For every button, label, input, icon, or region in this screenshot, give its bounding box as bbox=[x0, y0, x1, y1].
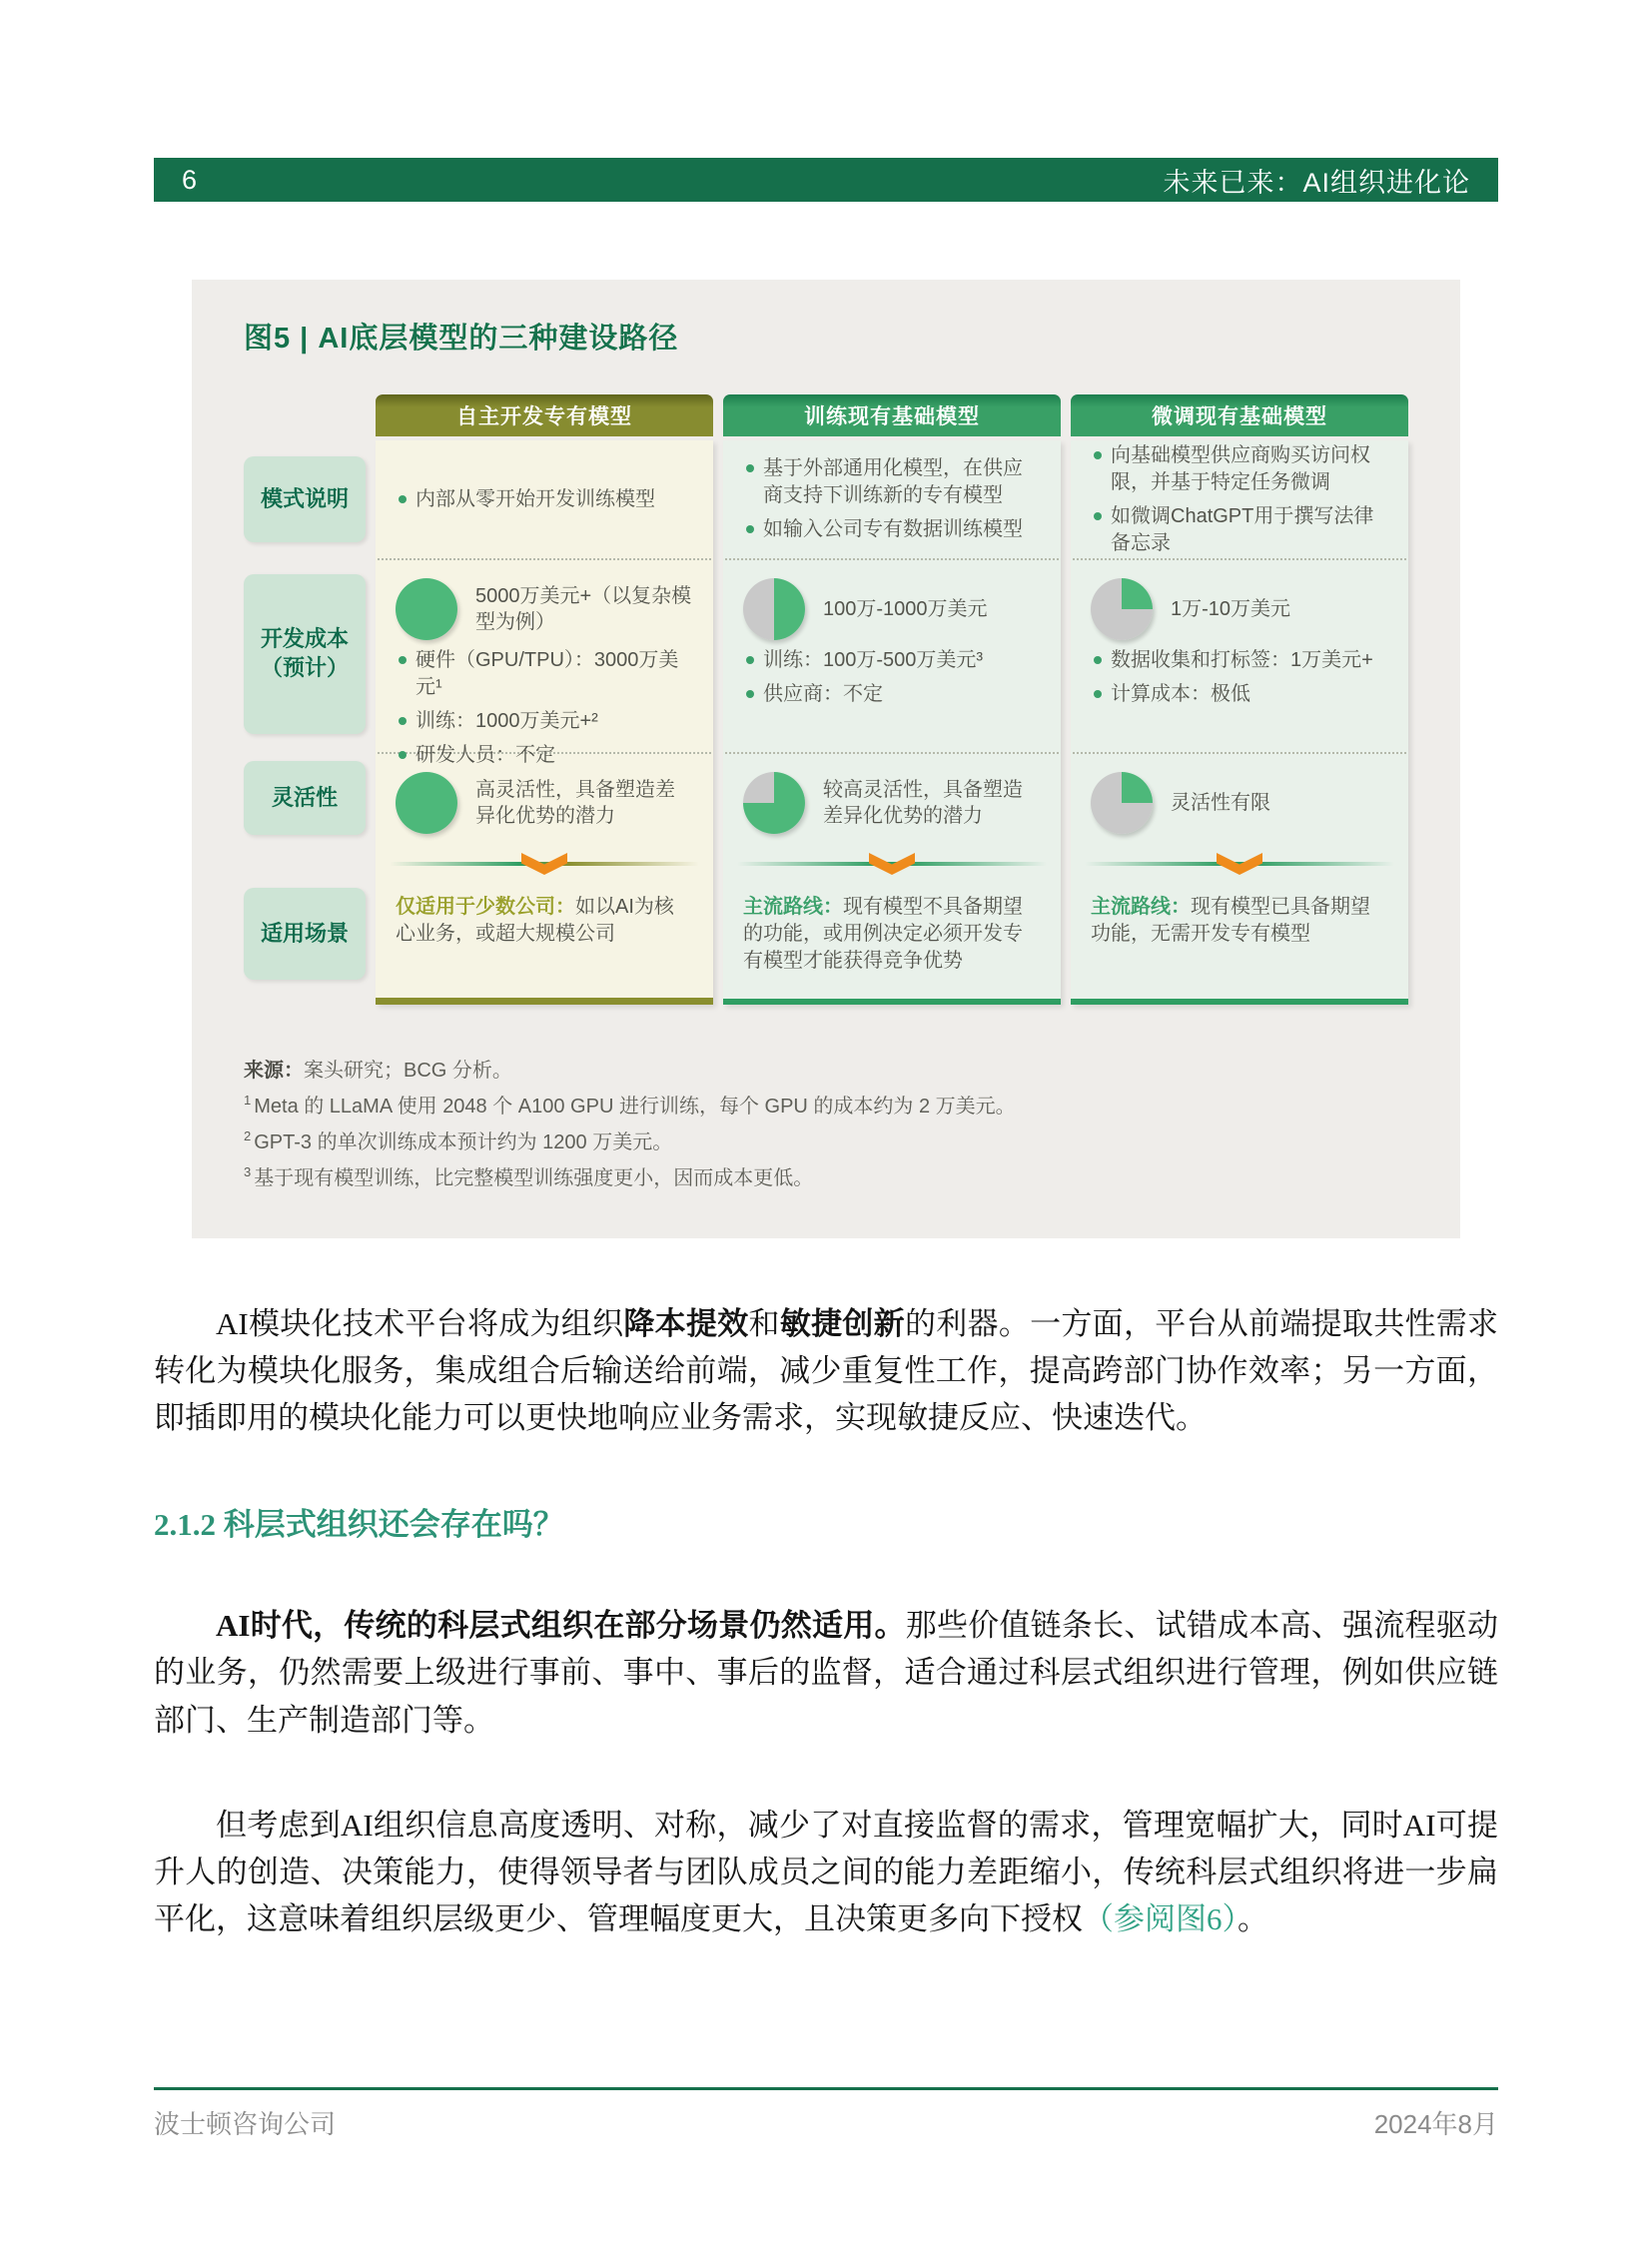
bullet: 计算成本：极低 bbox=[1091, 681, 1388, 708]
scenario-lead: 仅适用于少数公司： bbox=[396, 896, 575, 918]
footnote-2: $^2$ GPT-3 的单次训练成本预计约为 1200 万美元。 bbox=[244, 1128, 673, 1153]
cost-cell bbox=[1071, 560, 1408, 752]
scenario-lead: 主流路线： bbox=[743, 896, 843, 918]
page-number: 6 bbox=[182, 164, 198, 195]
bullet: 如输入公司专有数据训练模型 bbox=[743, 516, 1041, 543]
figure-title: 图5 | AI底层模型的三种建设路径 bbox=[244, 323, 679, 355]
column-header: 微调现有基础模型 bbox=[1071, 394, 1408, 436]
document-title: 未来已来：AI组织进化论 bbox=[1163, 167, 1470, 198]
cost-cell bbox=[376, 560, 713, 766]
row-label-flexibility: 灵活性 bbox=[244, 761, 366, 835]
row-label-scenario: 适用场景 bbox=[244, 888, 366, 980]
paragraph-flattening: 但考虑到AI组织信息高度透明、对称，减少了对直接监督的需求，管理宽幅扩大，同时AI可提升人的创造、决策能力，使得领导者与团队成员之间的能力差距缩小，传统科层式组织将进一步扁平化，这意味着组织层级更少、管理幅度更大，且决策更多向下授权（参阅图6）。 bbox=[154, 1807, 1498, 1936]
source-note: 来源：案头研究；BCG 分析。 bbox=[244, 1060, 512, 1082]
cost-headline: 1万-10万美元 bbox=[1171, 598, 1291, 620]
mode-cell bbox=[1071, 440, 1408, 558]
page-footer bbox=[154, 2087, 1498, 2141]
flexibility-pie-icon bbox=[1091, 772, 1153, 834]
column-header: 自主开发专有模型 bbox=[376, 394, 713, 436]
figure-table bbox=[244, 394, 1408, 1005]
row-label-column bbox=[244, 394, 366, 1005]
flexibility-text: 高灵活性，具备塑造差异化优势的潜力 bbox=[475, 779, 675, 827]
scenario-text: 现有模型不具备期望的功能，或用例决定必须开发专有模型才能获得竞争优势 bbox=[743, 896, 1023, 972]
flexibility-text: 较高灵活性，具备塑造差异化优势的潜力 bbox=[823, 779, 1023, 827]
bullet: 研发人员：不定 bbox=[396, 742, 693, 769]
mode-cell bbox=[723, 440, 1061, 558]
cost-headline: 100万-1000万美元 bbox=[823, 598, 988, 620]
section-heading-2-1-2: 2.1.2 科层式组织还会存在吗？ bbox=[154, 1507, 564, 1543]
mode-cell bbox=[376, 440, 713, 558]
scenario-lead: 主流路线： bbox=[1091, 896, 1191, 918]
bullet: 训练：1000万美元+² bbox=[396, 708, 693, 735]
paragraph-hierarchy-still-applies: AI时代，传统的科层式组织在部分场景仍然适用。那些价值链条长、试错成本高、强流程驱动的业务，仍然需要上级进行事前、事中、事后的监督，适合通过科层式组织进行管理，例如供应链部门、生产制造部门等。 bbox=[154, 1608, 1498, 1738]
flexibility-pie-icon bbox=[743, 772, 805, 834]
flexibility-cell bbox=[723, 754, 1061, 850]
bullet: 如微调ChatGPT用于撰写法律备忘录 bbox=[1091, 503, 1388, 557]
cost-pie-icon bbox=[1091, 578, 1153, 640]
figure-5-panel bbox=[192, 280, 1460, 1238]
page-content bbox=[154, 158, 1498, 1942]
flexibility-text: 灵活性有限 bbox=[1171, 792, 1270, 814]
bullet: 硬件（GPU/TPU）：3000万美元¹ bbox=[396, 647, 693, 701]
row-label-mode: 模式说明 bbox=[244, 456, 366, 542]
footer-company: 波士顿咨询公司 bbox=[154, 2109, 337, 2139]
column-self-developed bbox=[376, 394, 713, 1005]
column-header: 训练现有基础模型 bbox=[723, 394, 1061, 436]
cost-pie-icon bbox=[743, 578, 805, 640]
scenario-cell bbox=[376, 878, 713, 998]
figure-6-crossref-link[interactable]: （参阅图6） bbox=[1083, 1900, 1238, 1936]
scenario-cell bbox=[723, 878, 1061, 998]
cost-cell bbox=[723, 560, 1061, 752]
body-text bbox=[154, 1300, 1498, 1942]
bullet: 内部从零开始开发训练模型 bbox=[396, 486, 693, 513]
figure-notes bbox=[244, 1053, 1408, 1196]
flexibility-pie-icon bbox=[396, 772, 457, 834]
cost-headline: 5000万美元+（以复杂模型为例） bbox=[475, 585, 692, 633]
footnote-3: $^3$ 基于现有模型训练，比完整模型训练强度更小，因而成本更低。 bbox=[244, 1164, 814, 1189]
page-header-bar bbox=[154, 158, 1498, 202]
column-train-existing bbox=[723, 394, 1061, 1005]
bullet: 基于外部通用化模型，在供应商支持下训练新的专有模型 bbox=[743, 455, 1041, 509]
bullet: 供应商：不定 bbox=[743, 681, 1041, 708]
flexibility-cell bbox=[1071, 754, 1408, 850]
bullet: 向基础模型供应商购买访问权限，并基于特定任务微调 bbox=[1091, 442, 1388, 496]
footer-date: 2024年8月 bbox=[1373, 2109, 1498, 2139]
paragraph-platform: AI模块化技术平台将成为组织降本提效和敏捷创新的利器。一方面，平台从前端提取共性需求转化为模块化服务，集成组合后输送给前端，减少重复性工作，提高跨部门协作效率；另一方面，即插即用的模块化能力可以更快地响应业务需求，实现敏捷反应、快速迭代。 bbox=[154, 1306, 1499, 1436]
chevron-divider bbox=[723, 850, 1061, 878]
chevron-divider bbox=[1071, 850, 1408, 878]
cost-pie-icon bbox=[396, 578, 457, 640]
row-label-cost: 开发成本 （预计） bbox=[244, 574, 366, 734]
bullet: 训练：100万-500万美元³ bbox=[743, 647, 1041, 674]
scenario-text: 现有模型已具备期望功能，无需开发专有模型 bbox=[1091, 896, 1370, 945]
chevron-divider bbox=[376, 850, 713, 878]
column-finetune-existing bbox=[1071, 394, 1408, 1005]
footnote-1: $^1$ Meta 的 LLaMA 使用 2048 个 A100 GPU 进行训练，每个 GPU 的成本约为 2 万美元。 bbox=[244, 1093, 1016, 1118]
bullet: 数据收集和打标签：1万美元+ bbox=[1091, 647, 1388, 674]
scenario-cell bbox=[1071, 878, 1408, 998]
scenario-text: 如以AI为核心业务，或超大规模公司 bbox=[396, 896, 674, 945]
